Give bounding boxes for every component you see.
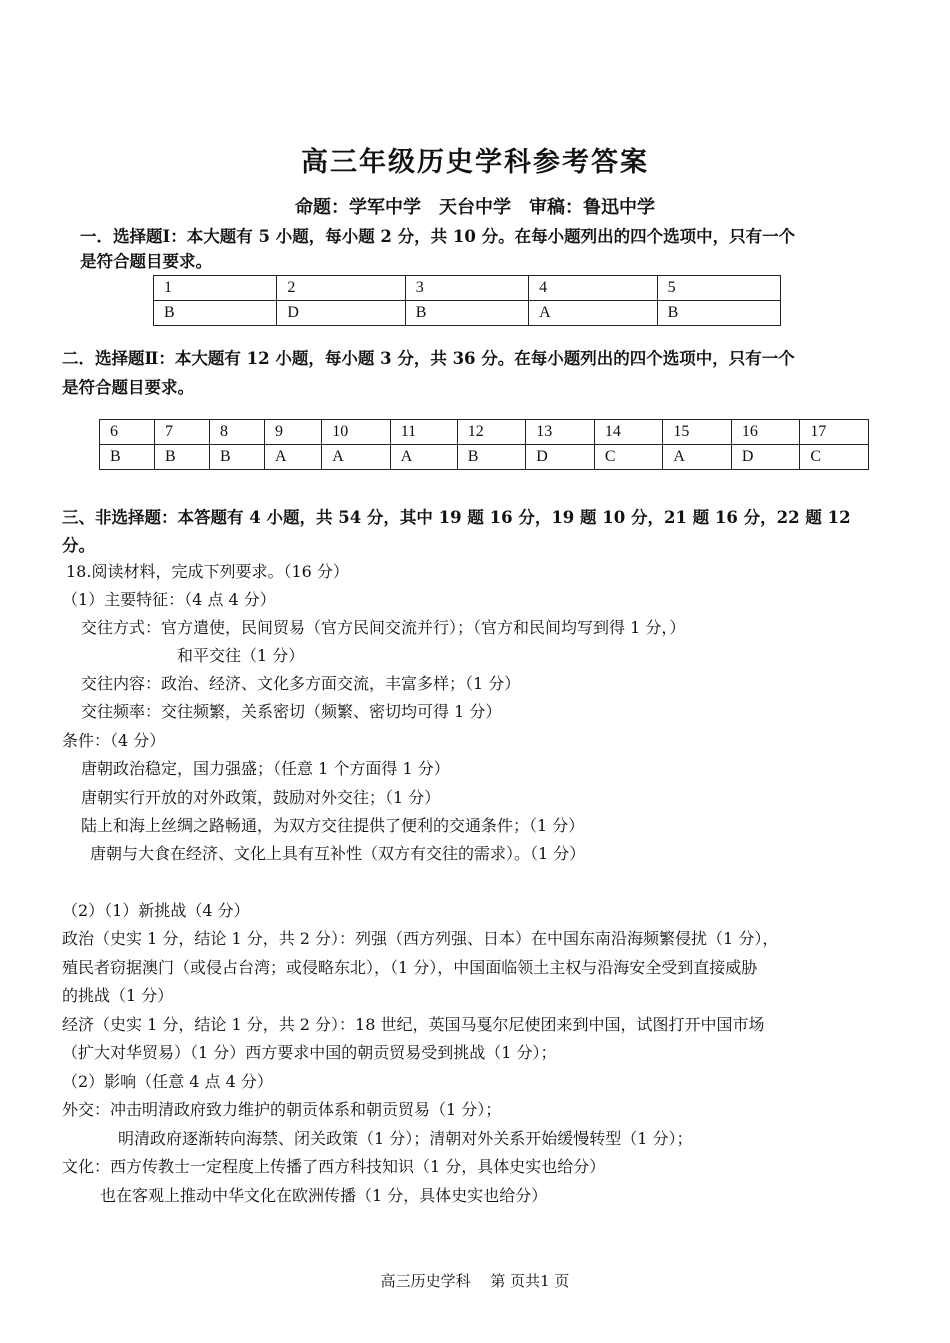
table-cell: B xyxy=(100,445,155,470)
q18-line-14: 殖民者窃据澳门（或侵占台湾；或侵略东北），（1 分），中国面临领土主权与沿海安全受到直接威胁 xyxy=(62,958,758,977)
table-cell: 2 xyxy=(277,276,405,301)
table-cell: A xyxy=(265,445,322,470)
q18-line-17: （扩大对华贸易）（1 分）西方要求中国的朝贡贸易受到挑战（1 分）； xyxy=(62,1043,557,1062)
table-cell: A xyxy=(529,301,657,326)
q18-line-6: 交往频率：交往频繁，关系密切（频繁、密切均可得 1 分） xyxy=(81,702,502,721)
table-cell: D xyxy=(277,301,405,326)
q18-line-21: 文化：西方传教士一定程度上传播了西方科技知识（1 分，具体史实也给分） xyxy=(62,1157,606,1176)
section2-heading-line1: 二．选择题Ⅱ：本大题有 12 小题，每小题 3 分，共 36 分。在每小题列出的四个选项中，只有一个 xyxy=(62,349,795,368)
table-cell: C xyxy=(800,445,869,470)
q18-line-12: （2）（1）新挑战（4 分） xyxy=(62,901,250,920)
table-cell: 8 xyxy=(210,420,265,445)
page-footer: 高三历史学科 第 页共1 页 xyxy=(380,1272,570,1290)
table-cell: 13 xyxy=(526,420,595,445)
q18-line-22: 也在客观上推动中华文化在欧洲传播（1 分，具体史实也给分） xyxy=(100,1186,548,1205)
table-cell: 7 xyxy=(155,420,210,445)
table-row-numbers xyxy=(154,276,781,301)
table-cell: B xyxy=(155,445,210,470)
answer-table-1 xyxy=(153,275,781,326)
table-cell: B xyxy=(405,301,528,326)
section2-heading-line2: 是符合题目要求。 xyxy=(62,378,194,397)
table-cell: C xyxy=(594,445,663,470)
table-cell: 5 xyxy=(657,276,780,301)
table-cell: 14 xyxy=(594,420,663,445)
q18-line-5: 交往内容：政治、经济、文化多方面交流，丰富多样；（1 分） xyxy=(81,674,521,693)
q18-line-20: 明清政府逐渐转向海禁、闭关政策（1 分）；清朝对外关系开始缓慢转型（1 分）； xyxy=(118,1129,693,1148)
authors-line: 命题：学军中学 天台中学 审稿：鲁迅中学 xyxy=(295,197,655,218)
table-cell: A xyxy=(390,445,457,470)
table-cell: 16 xyxy=(731,420,800,445)
table-cell: D xyxy=(731,445,800,470)
table-cell: A xyxy=(322,445,391,470)
q18-line-16: 经济（史实 1 分，结论 1 分，共 2 分）：18 世纪，英国马戛尔尼使团来到中国，试图打开中国市场 xyxy=(62,1015,765,1034)
table-row-answers xyxy=(154,301,781,326)
table-row-numbers xyxy=(100,420,869,445)
page-title: 高三年级历史学科参考答案 xyxy=(301,147,649,178)
table-cell: D xyxy=(526,445,595,470)
table-cell: B xyxy=(457,445,526,470)
q18-line-1: 18.阅读材料，完成下列要求。（16 分） xyxy=(66,562,349,581)
q18-line-3: 交往方式：官方遣使，民间贸易（官方民间交流并行）；（官方和民间均写到得 1 分，） xyxy=(81,618,686,637)
table-cell: B xyxy=(210,445,265,470)
table-cell: 10 xyxy=(322,420,391,445)
table-cell: 3 xyxy=(405,276,528,301)
q18-line-11: 唐朝与大食在经济、文化上具有互补性（双方有交往的需求）。（1 分） xyxy=(90,844,586,863)
q18-line-18: （2）影响（任意 4 点 4 分） xyxy=(62,1072,273,1091)
table-cell: 9 xyxy=(265,420,322,445)
table-cell: 6 xyxy=(100,420,155,445)
q18-line-8: 唐朝政治稳定，国力强盛；（任意 1 个方面得 1 分） xyxy=(81,759,450,778)
table-cell: 11 xyxy=(390,420,457,445)
q18-line-7: 条件：（4 分） xyxy=(62,731,166,750)
q18-line-4: 和平交往（1 分） xyxy=(177,646,305,665)
table-cell: B xyxy=(154,301,277,326)
q18-line-9: 唐朝实行开放的对外政策，鼓励对外交往；（1 分） xyxy=(81,788,441,807)
q18-line-2: （1）主要特征：（4 点 4 分） xyxy=(62,590,276,609)
table-cell: 1 xyxy=(154,276,277,301)
table-cell: 17 xyxy=(800,420,869,445)
q18-line-10: 陆上和海上丝绸之路畅通，为双方交往提供了便利的交通条件；（1 分） xyxy=(81,816,585,835)
section1-heading-line1: 一．选择题Ⅰ：本大题有 5 小题，每小题 2 分，共 10 分。在每小题列出的四个选项中，只有一个 xyxy=(80,227,796,246)
answer-table-2 xyxy=(99,419,869,470)
q18-line-13: 政治（史实 1 分，结论 1 分，共 2 分）：列强（西方列强、日本）在中国东南沿海频繁侵扰（1 分）， xyxy=(62,929,779,948)
table-row-answers xyxy=(100,445,869,470)
table-cell: 4 xyxy=(529,276,657,301)
q18-line-19: 外交：冲击明清政府致力维护的朝贡体系和朝贡贸易（1 分）； xyxy=(62,1100,502,1119)
table-cell: 12 xyxy=(457,420,526,445)
table-cell: B xyxy=(657,301,780,326)
section3-heading-line2: 分。 xyxy=(62,536,95,555)
table-cell: A xyxy=(663,445,732,470)
table-cell: 15 xyxy=(663,420,732,445)
section3-heading-line1: 三、非选择题：本答题有 4 小题，共 54 分，其中 19 题 16 分，19 题 10 分，21 题 16 分，22 题 12 xyxy=(62,508,851,527)
section1-heading-line2: 是符合题目要求。 xyxy=(80,252,212,271)
q18-line-15: 的挑战（1 分） xyxy=(62,986,174,1005)
